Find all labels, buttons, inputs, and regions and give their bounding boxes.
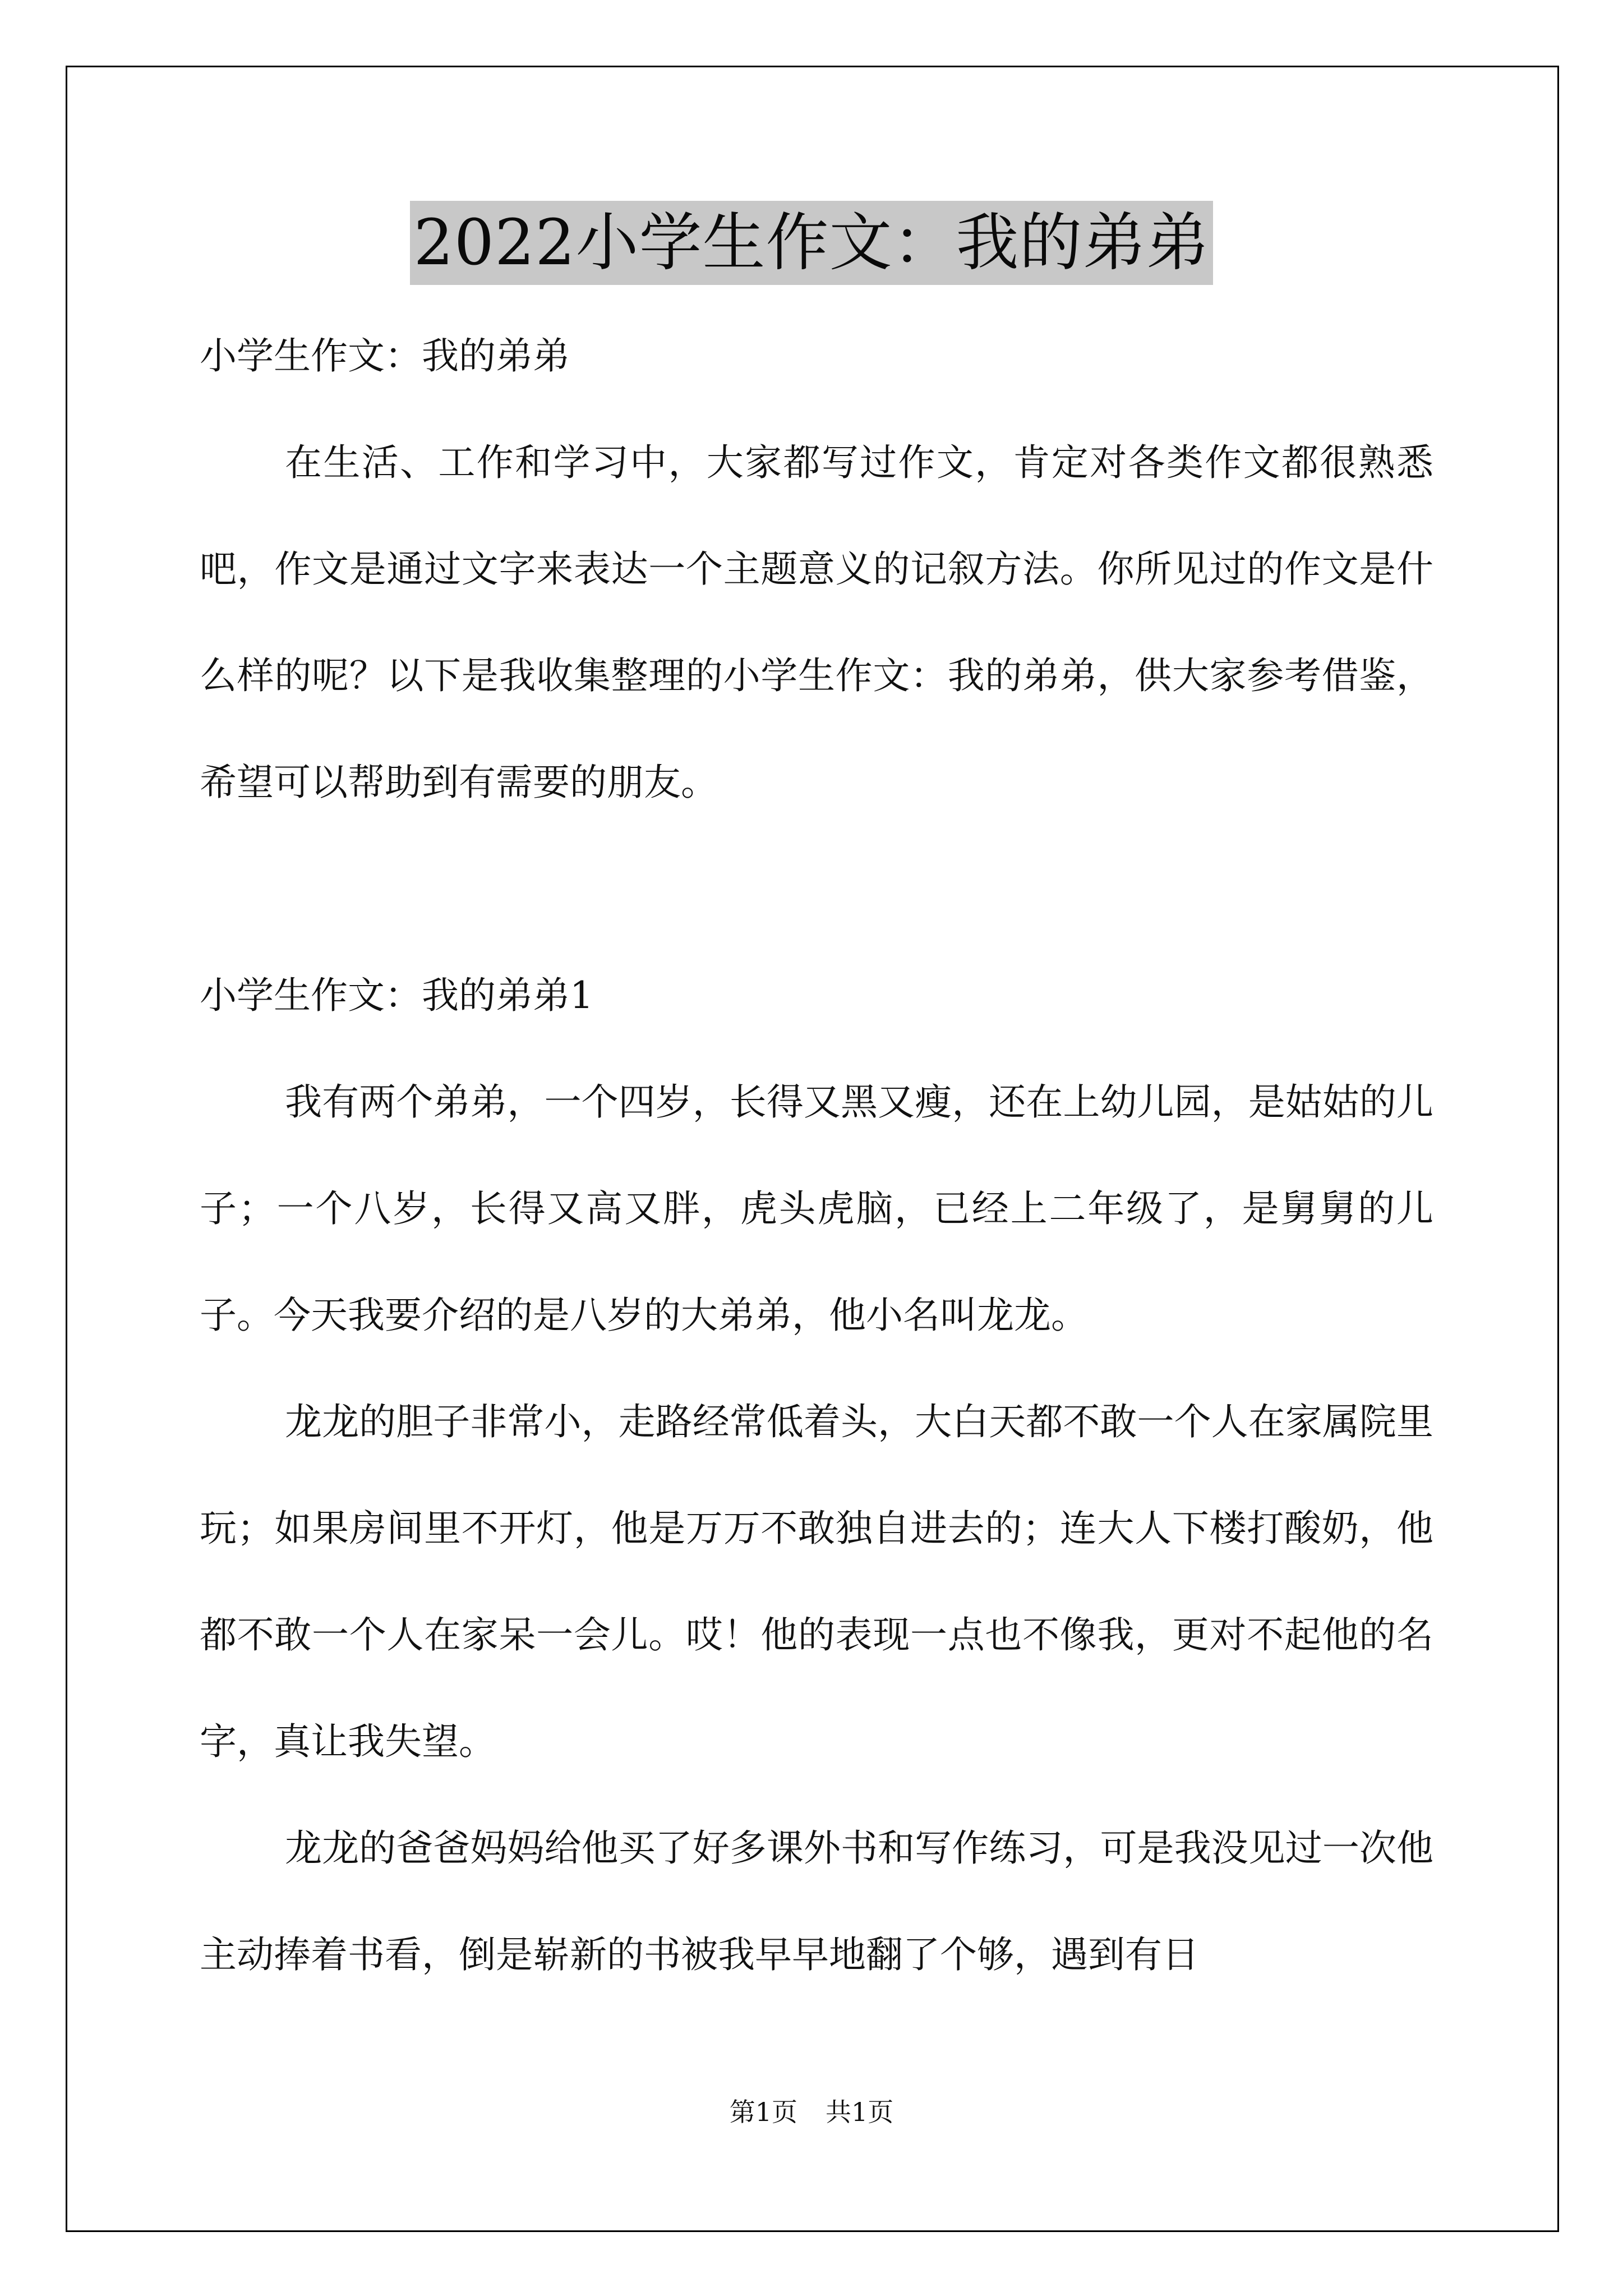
document-title: 2022小学生作文：我的弟弟 bbox=[410, 201, 1212, 285]
section-heading: 小学生作文：我的弟弟1 bbox=[200, 974, 593, 1017]
body-paragraph: 龙龙的爸爸妈妈给他买了好多课外书和写作练习，可是我没见过一次他主动捧着书看，倒是崭新的书被我早早地翻了个够，遇到有日 bbox=[200, 1826, 1433, 1976]
section-spacer bbox=[200, 836, 1433, 942]
intro-paragraph: 在生活、工作和学习中，大家都写过作文，肯定对各类作文都很熟悉吧，作文是通过文字来表达一个主题意义的记叙方法。你所见过的作文是什么样的呢？以下是我收集整理的小学生作文：我的弟弟，供大家参考借鉴，希望可以帮助到有需要的朋友。 bbox=[200, 441, 1433, 804]
subtitle: 小学生作文：我的弟弟 bbox=[200, 334, 570, 378]
document-body bbox=[200, 303, 1433, 2008]
page-number: 第1页 bbox=[729, 2097, 797, 2127]
title-container bbox=[0, 201, 1623, 285]
body-paragraph: 龙龙的胆子非常小，走路经常低着头，大白天都不敢一个人在家属院里玩；如果房间里不开灯，他是万万不敢独自进去的；连大人下楼打酸奶，他都不敢一个人在家呆一会儿。哎！他的表现一点也不像我，更对不起他的名字，真让我失望。 bbox=[200, 1400, 1433, 1763]
page-total: 共1页 bbox=[826, 2097, 894, 2127]
page-footer bbox=[0, 2095, 1623, 2129]
body-paragraph: 我有两个弟弟，一个四岁，长得又黑又瘦，还在上幼儿园，是姑姑的儿子；一个八岁，长得又高又胖，虎头虎脑，已经上二年级了，是舅舅的儿子。今天我要介绍的是八岁的大弟弟，他小名叫龙龙。 bbox=[200, 1080, 1433, 1337]
